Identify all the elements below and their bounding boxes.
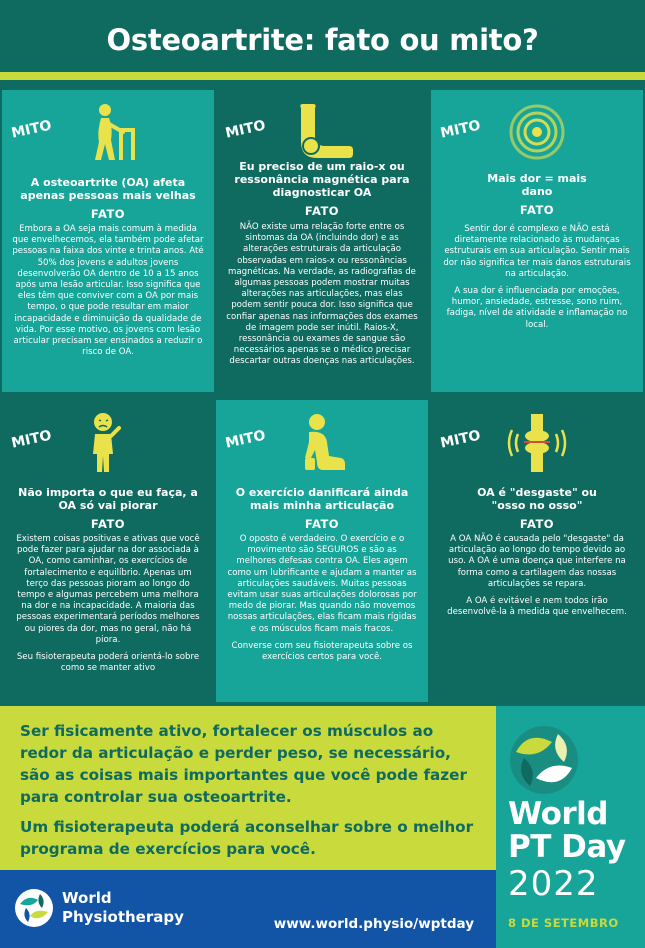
card-paragraph: Seu fisioterapeuta poderá orientá-lo sobre como se manter ativo [16,652,200,674]
card-paragraph: Converse com seu fisioterapeuta sobre os exercícios certos para você. [231,640,413,663]
mito-label: MITO [10,117,54,142]
event-title-line2: PT Day [508,829,626,865]
card-title [481,172,593,217]
myth-card-older-people [2,90,214,392]
event-title [508,798,626,864]
card-paragraph: Embora a OA seja mais comum à medida que envelhecemos, ela também pode afetar pessoas na faixa dos vinte e trinta anos. Até 50% dos jovens e adultos jovens desenvolverão OA dentro de 10 a 15 anos após uma lesão articular. Isso significa que eles têm que conviver com a OA por mais tempo, o que pode resultar em maior incapacidade e diminuição da qualidade de vida. Por esse motivo, os jovens com lesão articular precisam ser ensinados a reduzir o risco de OA. [12,224,204,358]
card-body [226,222,418,374]
fato-label: FATO [90,207,126,221]
person-with-walker-icon [73,102,143,164]
mito-label: MITO [439,117,483,142]
card-title-text: Não importa o que eu faça, a OA só vai piorar [18,486,198,512]
page-header [0,0,645,80]
card-title-text: Mais dor = mais dano [487,172,587,198]
fato-label: FATO [519,203,555,217]
card-paragraph: A sua dor é influenciada por emoções, humor, ansiedade, estresse, sono ruim, fadiga, nível de atividade e inflamação no local. [446,286,628,330]
fato-label: FATO [304,204,340,218]
card-title-text: A osteoartrite (OA) afeta apenas pessoas mais velhas [20,176,196,202]
card-body [12,224,204,364]
page-title: Osteoartrite: fato ou mito? [106,23,539,57]
card-paragraph: A OA NÃO é causada pelo "desgaste" da articulação ao longo do tempo devido ao uso. A OA é uma doença que interfere na forma como a cartilagem das nossas articulações se repara. [448,534,626,589]
fato-label: FATO [90,517,126,531]
event-year: 2022 [508,864,599,904]
organization-name-line2: Physiotherapy [62,908,184,926]
myth-card-exercise [216,400,428,702]
mito-label: MITO [224,427,268,452]
myth-card-more-pain [431,90,643,392]
knee-joint-icon [502,412,572,474]
card-title [226,160,418,218]
card-body [12,534,204,680]
card-body [226,534,418,669]
card-title [226,486,418,531]
website-url[interactable]: www.world.physio/wptday [273,916,474,932]
card-paragraph: Sentir dor é complexo e NÃO está diretamente relacionado às mudanças estruturais em sua articulação. Sentir mais dor não significa ter mais danos estruturais na articulação. [443,224,631,279]
world-physiotherapy-bar [0,870,496,948]
organization-name-line1: World [62,889,112,907]
kneeling-person-icon [287,412,357,474]
card-body [441,534,633,624]
card-paragraph: A OA é evitável e nem todos irão desenvolvê-la à medida que envelhecem. [447,596,627,618]
organization-name [62,889,184,927]
card-title [12,176,204,221]
card-title-text: OA é "desgaste" ou "osso no osso" [477,486,597,512]
world-pt-day-logo-icon [508,724,580,796]
fato-label: FATO [304,517,340,531]
footer-section [0,706,645,948]
mito-label: MITO [224,117,268,142]
pain-rings-icon [502,102,572,164]
advice-text: Ser fisicamente ativo, fortalecer os músculos ao redor da articulação e perder peso, se necessário, são as coisas mais importantes que você pode fazer para controlar sua osteoartrite. [20,722,467,806]
elbow-joint-xray-icon [287,102,357,164]
card-body [441,224,633,337]
advice-banner [0,706,496,870]
advice-text-physio: Um fisioterapeuta poderá aconselhar sobre o melhor programa de exercícios para você. [20,818,474,858]
myth-grid [0,88,645,706]
card-title-text: Eu preciso de um raio-x ou ressonância magnética para diagnosticar OA [234,160,410,199]
card-title [12,486,204,531]
world-pt-day-box [496,706,645,948]
event-date: 8 DE SETEMBRO [508,916,619,930]
mito-label: MITO [10,427,54,452]
fato-label: FATO [519,517,555,531]
myth-card-wear-and-tear [431,400,643,702]
event-title-line1: World [508,796,608,832]
myth-card-only-worse [2,400,214,702]
mito-label: MITO [439,427,483,452]
myth-card-xray [216,90,428,392]
world-physiotherapy-logo-icon [14,888,54,928]
card-title [471,486,603,531]
card-paragraph: Existem coisas positivas e ativas que você pode fazer para ajudar na dor associada à OA, como caminhar, os exercícios de fortalecimento e equilíbrio. Apenas um terço das pessoas pioram ao longo do tempo e algumas percebem uma melhora na dor e na incapacidade. A maioria das pessoas experimentará períodos melhores ou piores da dor, mas no geral, não há piora. [16,534,200,645]
sad-person-icon [73,412,143,474]
card-paragraph: O oposto é verdadeiro. O exercício e o movimento são SEGUROS e são as melhores defesas contra OA. Eles agem como um lubrificante e ajudam a manter as articulações saudáveis. Muitas pessoas evitam usar suas articulações dolorosas por medo de piorar. Mas quando não movemos nossas articulações, elas ficam mais rígidas e os músculos ficam mais fracos. [227,534,417,634]
card-paragraph: NÃO existe uma relação forte entre os sintomas da OA (incluindo dor) e as alterações estruturais da articulação observadas em raios-x ou ressonâncias magnéticas. Na verdade, as radiografias de algumas pessoas podem mostrar muitas alterações nas articulações, mas elas podem sentir pouca dor. Isso significa que confiar apenas nas informações dos exames de imagem pode ser inútil. Raios-X, ressonância ou exames de sangue são necessários apenas se o médico precisar descartar outras doenças nas articulações. [226,222,418,367]
card-title-text: O exercício danificará ainda mais minha articulação [235,486,409,512]
